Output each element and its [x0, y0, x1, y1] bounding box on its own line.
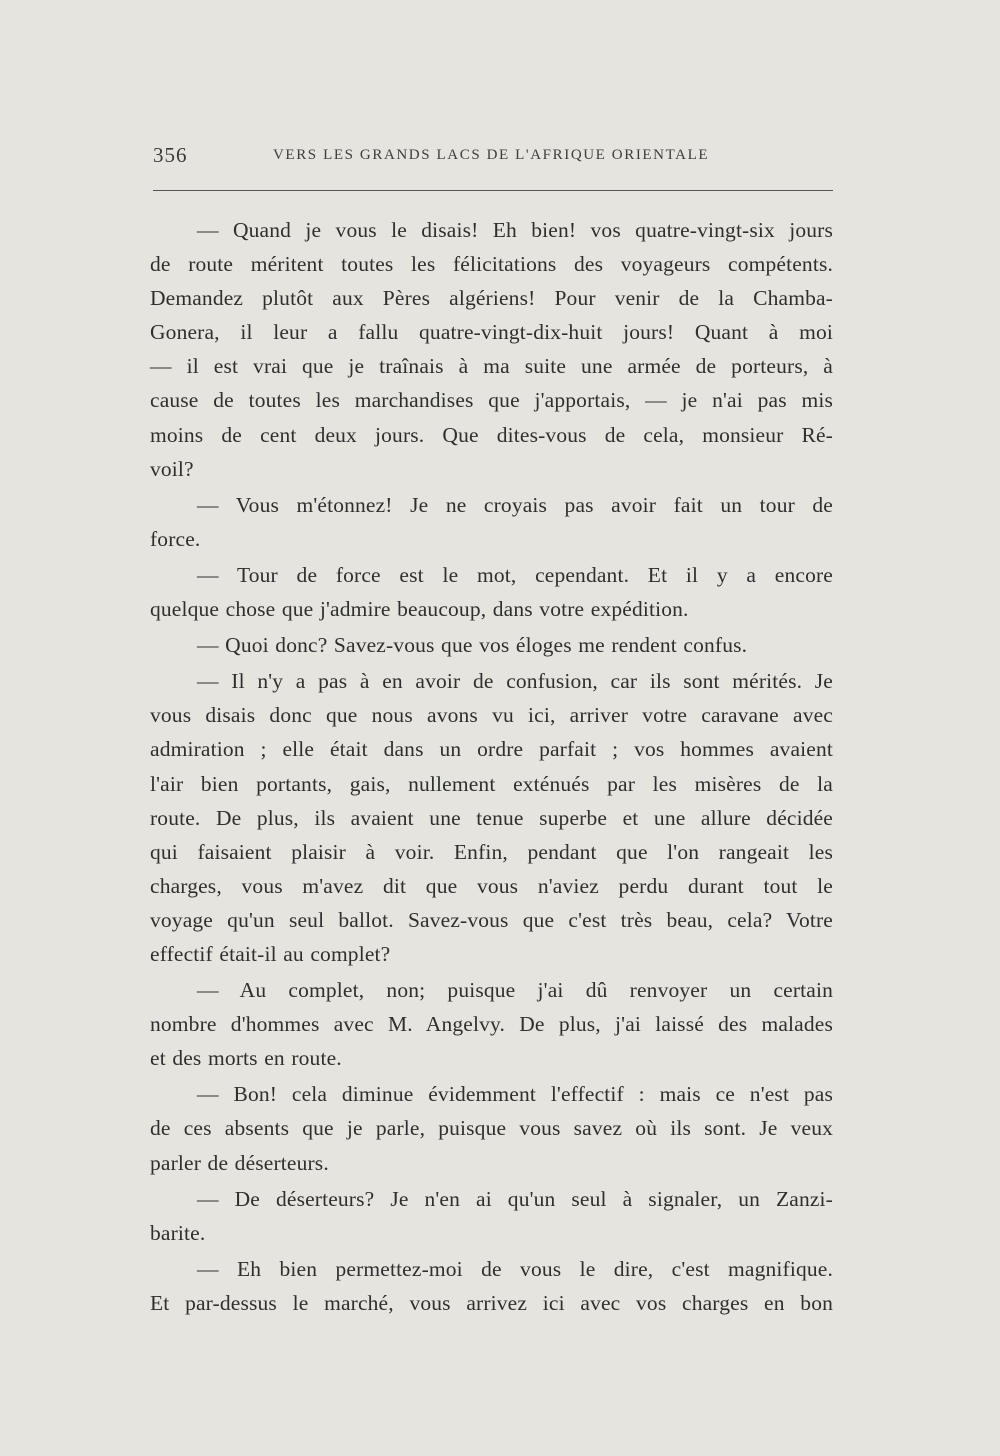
- text-line: route. De plus, ils avaient une tenue superbe et une allure décidée: [150, 805, 833, 830]
- text-line: — Au complet, non; puisque j'ai dû renvoyer un certain: [197, 978, 833, 1003]
- running-head: [153, 143, 833, 173]
- text-line: et des morts en route.: [150, 1046, 342, 1071]
- text-line: l'air bien portants, gais, nullement exténués par les misères de la: [150, 771, 833, 796]
- text-line: vous disais donc que nous avons vu ici, arriver votre caravane avec: [150, 703, 833, 728]
- text-line: Demandez plutôt aux Pères algériens! Pour venir de la Chamba-: [150, 286, 833, 311]
- running-title: VERS LES GRANDS LACS DE L'AFRIQUE ORIENTALE: [273, 147, 710, 163]
- text-line: parler de déserteurs.: [150, 1150, 329, 1175]
- text-line: nombre d'hommes avec M. Angelvy. De plus, j'ai laissé des malades: [150, 1012, 833, 1037]
- text-line: — Vous m'étonnez! Je ne croyais pas avoir fait un tour de: [197, 492, 833, 517]
- text-line: de route méritent toutes les félicitations des voyageurs compétents.: [150, 252, 833, 277]
- page-number: 356: [153, 143, 188, 167]
- text-line: voyage qu'un seul ballot. Savez-vous que c'est très beau, cela? Votre: [150, 907, 833, 932]
- text-line: — Il n'y a pas à en avoir de confusion, car ils sont mérités. Je: [197, 669, 833, 694]
- text-line: quelque chose que j'admire beaucoup, dans votre expédition.: [150, 597, 689, 622]
- text-line: effectif était-il au complet?: [150, 941, 391, 966]
- text-line: de ces absents que je parle, puisque vous savez où ils sont. Je veux: [150, 1116, 833, 1141]
- text-line: — De déserteurs? Je n'en ai qu'un seul à signaler, un Zanzi-: [197, 1186, 833, 1211]
- text-line: — Bon! cela diminue évidemment l'effectif : mais ce n'est pas: [197, 1082, 833, 1107]
- body-text: [150, 213, 833, 1320]
- text-line: — Quoi donc? Savez-vous que vos éloges me rendent confus.: [197, 633, 748, 658]
- text-line: Et par-dessus le marché, vous arrivez ici avec vos charges en bon: [150, 1290, 833, 1315]
- text-line: — Quand je vous le disais! Eh bien! vos quatre-vingt-six jours: [197, 218, 833, 242]
- text-line: charges, vous m'avez dit que vous n'aviez perdu durant tout le: [150, 873, 833, 898]
- text-line: qui faisaient plaisir à voir. Enfin, pendant que l'on rangeait les: [150, 839, 833, 864]
- text-line: force.: [150, 526, 201, 551]
- text-line: cause de toutes les marchandises que j'apportais, — je n'ai pas mis: [150, 388, 833, 413]
- text-line: — Tour de force est le mot, cependant. Et il y a encore: [197, 562, 833, 587]
- header-rule: [153, 190, 833, 191]
- text-line: — il est vrai que je traînais à ma suite une armée de porteurs, à: [150, 354, 833, 379]
- text-line: — Eh bien permettez-moi de vous le dire, c'est magnifique.: [197, 1256, 833, 1281]
- text-line: moins de cent deux jours. Que dites-vous de cela, monsieur Ré-: [150, 422, 833, 447]
- text-line: Gonera, il leur a fallu quatre-vingt-dix-huit jours! Quant à moi: [150, 320, 833, 345]
- text-line: voil?: [150, 456, 194, 481]
- text-line: admiration ; elle était dans un ordre parfait ; vos hommes avaient: [150, 737, 833, 762]
- text-line: barite.: [150, 1220, 206, 1245]
